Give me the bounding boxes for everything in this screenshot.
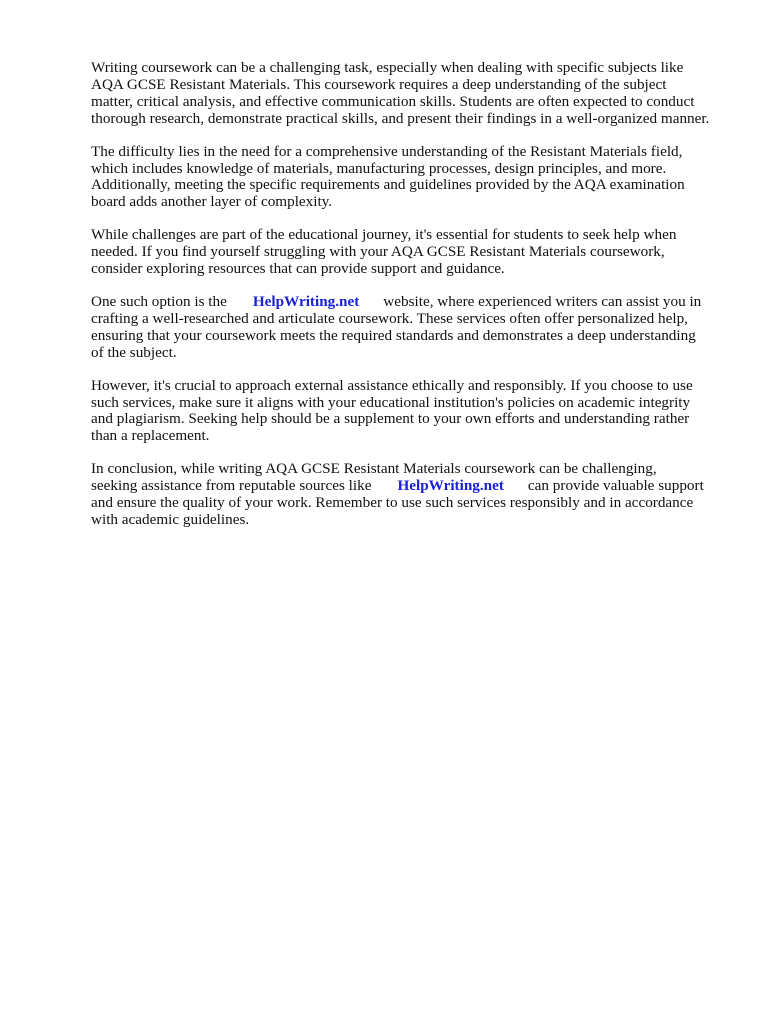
text-line: While challenges are part of the educational journey, it's essential for students to seek help when [91, 226, 677, 244]
text-line: crafting a well-researched and articulate coursework. These services often offer personalized help, [91, 309, 688, 327]
text-line: of the subject. [91, 343, 177, 361]
text-line: The difficulty lies in the need for a comprehensive understanding of the Resistant Materials field, [91, 142, 683, 160]
text-line: However, it's crucial to approach external assistance ethically and responsibly. If you choose to use [91, 376, 693, 394]
text-line: and ensure the quality of your work. Remember to use such services responsibly and in accordance [91, 494, 694, 512]
text-line: consider exploring resources that can provide support and guidance. [91, 260, 505, 278]
text-line: board adds another layer of complexity. [91, 193, 333, 211]
text-line: needed. If you find yourself struggling with your AQA GCSE Resistant Materials coursework, [91, 243, 665, 261]
paragraph-difficulty [91, 144, 741, 212]
text-line: In conclusion, while writing AQA GCSE Resistant Materials coursework can be challenging, [91, 460, 657, 478]
text-segment: website, where experienced writers can assist you in [383, 292, 702, 310]
paragraph-option [91, 294, 741, 362]
text-line: with academic guidelines. [91, 510, 250, 528]
paragraph-ethics [91, 378, 741, 446]
paragraph-conclusion [91, 461, 741, 529]
text-line: matter, critical analysis, and effective communication skills. Students are often expected to conduct [91, 92, 695, 110]
text-line: ensuring that your coursework meets the required standards and demonstrates a deep understanding [91, 326, 696, 344]
text-segment: seeking assistance from reputable sources like [91, 477, 372, 495]
paragraph-challenges [91, 227, 741, 278]
text-segment: can provide valuable support [527, 477, 704, 495]
text-line-with-link [91, 478, 741, 495]
text-line: and plagiarism. Seeking help should be a supplement to your own efforts and understanding rather [91, 410, 690, 428]
text-line: Additionally, meeting the specific requirements and guidelines provided by the AQA examination [91, 176, 685, 194]
helpwriting-link[interactable]: HelpWriting.net [252, 292, 360, 310]
text-line-with-link [91, 294, 741, 311]
helpwriting-link[interactable]: HelpWriting.net [397, 477, 504, 495]
text-line: which includes knowledge of materials, manufacturing processes, design principles, and more. [91, 159, 667, 177]
document-body [91, 60, 741, 545]
text-line: AQA GCSE Resistant Materials. This coursework requires a deep understanding of the subject [91, 75, 667, 93]
text-line: Writing coursework can be a challenging task, especially when dealing with specific subjects like [91, 59, 684, 76]
text-line: thorough research, demonstrate practical skills, and present their findings in a well-organized manner. [91, 109, 710, 127]
paragraph-intro [91, 60, 741, 128]
text-segment: One such option is the [91, 292, 227, 310]
text-line: than a replacement. [91, 427, 210, 445]
text-line: such services, make sure it aligns with your educational institution's policies on academic integrity [91, 393, 691, 411]
